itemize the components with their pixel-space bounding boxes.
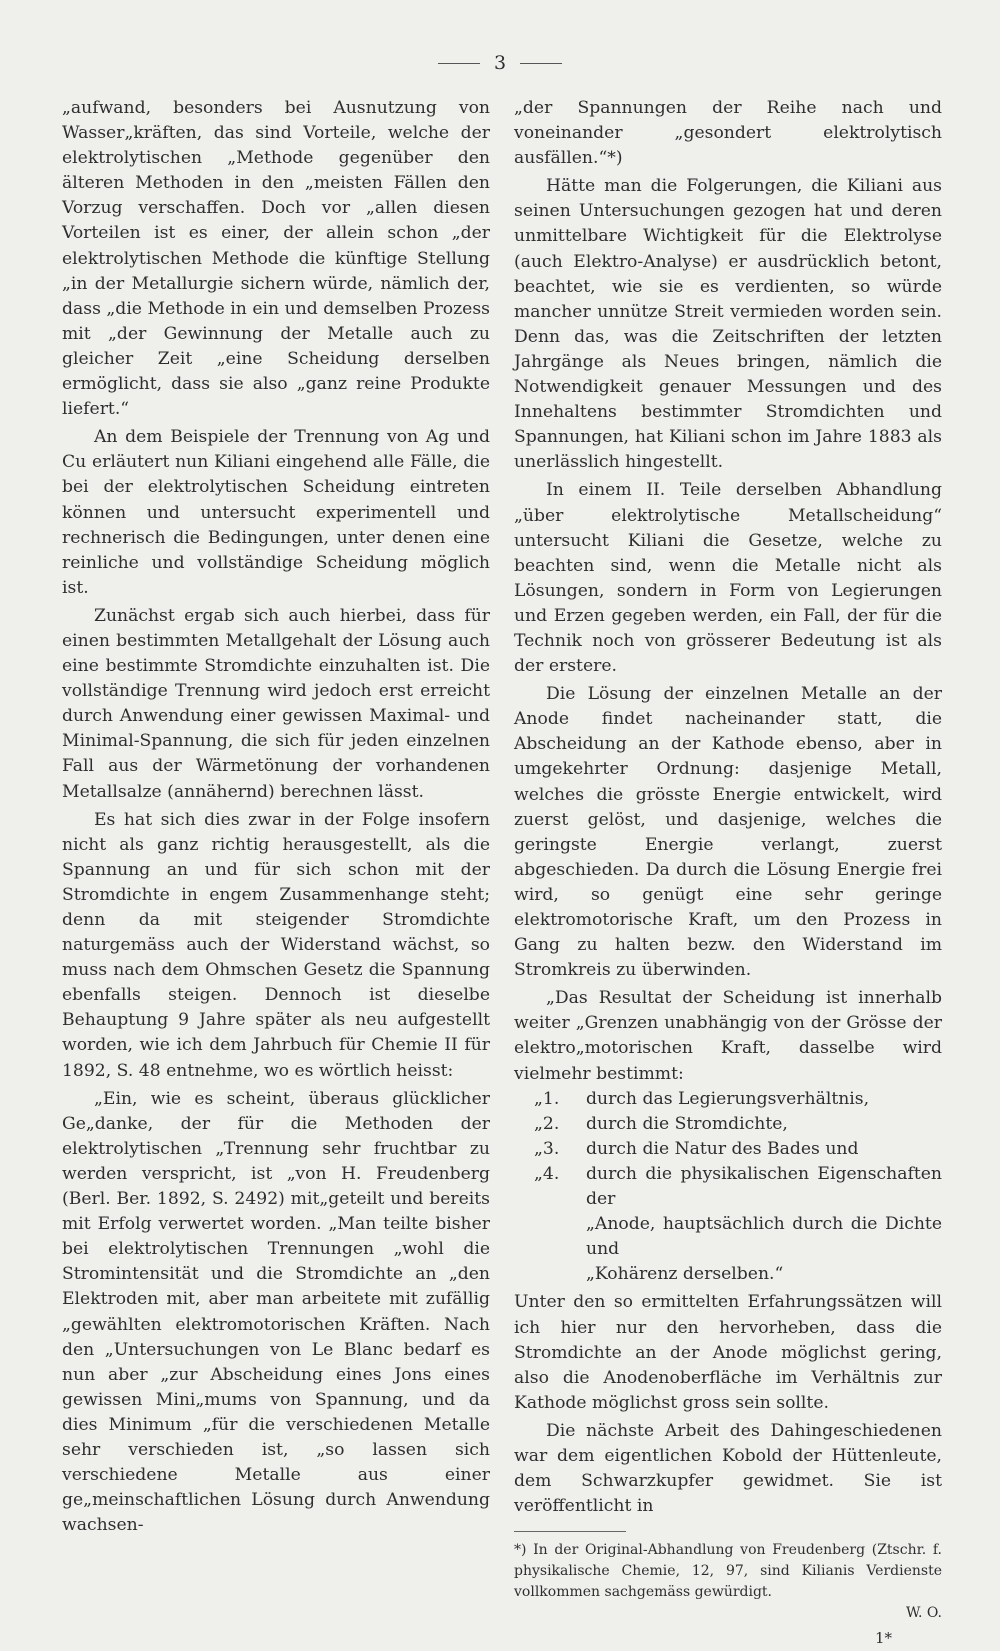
- list-number: „1.: [534, 1088, 560, 1109]
- paragraph: Es hat sich dies zwar in der Folge insofern nicht als ganz richtig herausgestellt, als die Spannung an und für sich schon mit der Stromdichte in engem Zusammenhange steht; denn da mit steigender Stromdichte naturgemäss auch der Widerstand wächst, so muss nach dem Ohmschen Gesetz die Spannung ebenfalls steigen. Dennoch ist dieselbe Behauptung 9 Jahre später als neu aufgestellt worden, wie ich dem Jahrbuch für Chemie II für 1892, S. 48 entnehme, wo es wörtlich heisst:: [62, 809, 490, 1081]
- left-column: [62, 96, 490, 1538]
- footnote-rule: [514, 1531, 626, 1532]
- footnote-signature: W. O.: [906, 1605, 942, 1622]
- list-text: durch die Natur des Bades und: [586, 1138, 859, 1159]
- paragraph: Die Lösung der einzelnen Metalle an der Anode findet nacheinander statt, die Abscheidung an der Kathode ebenso, aber in umgekehrter Ordnung: dasjenige Metall, welches die grösste Energie entwickelt, wird zuerst gelöst, und dasjenige, welches die geringste Energie verlangt, zuerst abgeschieden. Da durch die Lösung Energie frei wird, so genügt eine sehr geringe elektromotorische Kraft, um den Prozess in Gang zu halten bezw. den Widerstand im Stromkreis zu überwinden.: [514, 684, 942, 981]
- quotation: „Ein, wie es scheint, überaus glücklicher Ge„danke, der für die Methoden der elektrolytischen „Trennung sehr fruchtbar zu werden verspricht, ist „von H. Freudenberg (Berl. Ber. 1892, S. 2492) mit„geteilt und bereits mit Erfolg verwertet worden. „Man teilte bisher bei elektrolytischen Trennungen „wohl die Stromintensität und die Stromdichte an „den Elektroden mit, aber man arbeitete mit zufällig „gewählten elektromotorischen Kräften. Nach den „Untersuchungen von Le Blanc bedarf es nun aber „zur Abscheidung eines Jons eines gewissen Mini„mums von Spannung, und da dies Minimum „für die verschiedenen Metalle sehr verschieden ist, „so lassen sich verschiedene Metalle aus einer ge„meinschaftlichen Lösung durch Anwendung wachsen-: [62, 1088, 490, 1536]
- quotation: „Das Resultat der Scheidung ist innerhalb weiter „Grenzen unabhängig von der Grösse der elektro„motorischen Kraft, dasselbe wird vielmehr bestimmt:: [514, 988, 942, 1084]
- paragraph: An dem Beispiele der Trennung von Ag und Cu erläutert nun Kiliani eingehend alle Fälle, die bei der elektrolytischen Scheidung eintreten können und untersucht experimentell und rechnerisch die Bedingungen, unter denen eine reinliche und vollständige Scheidung möglich ist.: [62, 427, 490, 598]
- list-continuation: „Kohärenz derselben.“: [586, 1264, 784, 1285]
- list-item: [514, 1162, 942, 1212]
- footnote: [514, 1540, 942, 1624]
- paragraph: „der Spannungen der Reihe nach und voneinander „gesondert elektrolytisch ausfällen.“*): [514, 98, 942, 169]
- list-text: durch die Stromdichte,: [586, 1113, 788, 1134]
- list-item: [514, 1137, 942, 1162]
- list-item: [514, 1087, 942, 1112]
- right-column: [514, 96, 942, 1651]
- list-text: durch die physikalischen Eigenschaften der: [586, 1163, 942, 1210]
- numbered-list: [514, 1087, 942, 1288]
- paragraph: Unter den so ermittelten Erfahrungssätzen will ich hier nur den hervorheben, dass die Stromdichte an der Anode möglichst gering, also die Anodenoberfläche im Verhältnis zur Kathode möglichst gross sein sollte.: [514, 1292, 942, 1413]
- list-item: [514, 1112, 942, 1137]
- list-continuation: „Anode, hauptsächlich durch die Dichte und: [586, 1214, 942, 1260]
- sheet-mark: 1*: [874, 1629, 892, 1648]
- paragraph: In einem II. Teile derselben Abhandlung „über elektrolytische Metallscheidung“ untersucht Kiliani die Gesetze, welche zu beachten sind, wenn die Metalle nicht als Lösungen, sondern in Form von Legierungen und Erzen gegeben werden, ein Fall, der für die Technik noch von grösserer Bedeutung ist als der erstere.: [514, 480, 942, 677]
- list-number: „4.: [534, 1163, 560, 1184]
- list-text: durch das Legierungsverhältnis,: [586, 1088, 870, 1109]
- paragraph: „aufwand, besonders bei Ausnutzung von Wasser„kräften, das sind Vorteile, welche der elektrolytischen „Methode gegenüber den älteren Methoden in den „meisten Fällen den Vorzug verschaffen. Doch vor „allen diesen Vorteilen ist es einer, der allein schon „der elektrolytischen Methode die künftige Stellung „in der Metallurgie sichern würde, nämlich der, dass „die Methode in ein und demselben Prozess mit „der Gewinnung der Metalle auch zu gleicher Zeit „eine Scheidung derselben ermöglicht, dass sie also „ganz reine Produkte liefert.“: [62, 98, 490, 420]
- header-rule-right: [520, 63, 562, 64]
- paragraph: Hätte man die Folgerungen, die Kiliani aus seinen Untersuchungen gezogen hat und deren unmittelbare Wichtigkeit für die Elektrolyse (auch Elektro-Analyse) er ausdrücklich betont, beachtet, wie sie es verdienten, so würde mancher unnütze Streit vermieden worden sein. Denn das, was die Zeitschriften der letzten Jahrgänge als Neues bringen, nämlich die Notwendigkeit genauer Messungen und des Innehaltens bestimmter Stromdichten und Spannungen, hat Kiliani schon im Jahre 1883 als unerlässlich hingestellt.: [514, 176, 942, 473]
- header-rule-left: [438, 63, 480, 64]
- list-number: „3.: [534, 1138, 560, 1159]
- paragraph: Die nächste Arbeit des Dahingeschiedenen war dem eigentlichen Kobold der Hüttenleute, dem Schwarzkupfer gewidmet. Sie ist veröffentlicht in: [514, 1420, 942, 1517]
- page-header: [0, 52, 1000, 74]
- paragraph: Zunächst ergab sich auch hierbei, dass für einen bestimmten Metallgehalt der Lösung auch eine bestimmte Stromdichte einzuhalten ist. Die vollständige Trennung wird jedoch erst erreicht durch Anwendung einer gewissen Maximal- und Minimal-Spannung, die sich für jeden einzelnen Fall aus der Wärmetönung der vorhandenen Metallsalze (annähernd) berechnen lässt.: [62, 605, 490, 802]
- page-number: 3: [493, 52, 507, 74]
- footnote-text: *) In der Original-Abhandlung von Freudenberg (Ztschr. f. physikalische Chemie, 12, 97, sind Kilianis Verdienste vollkommen sachgemäss gewürdigt.: [514, 1542, 942, 1601]
- list-number: „2.: [534, 1113, 560, 1134]
